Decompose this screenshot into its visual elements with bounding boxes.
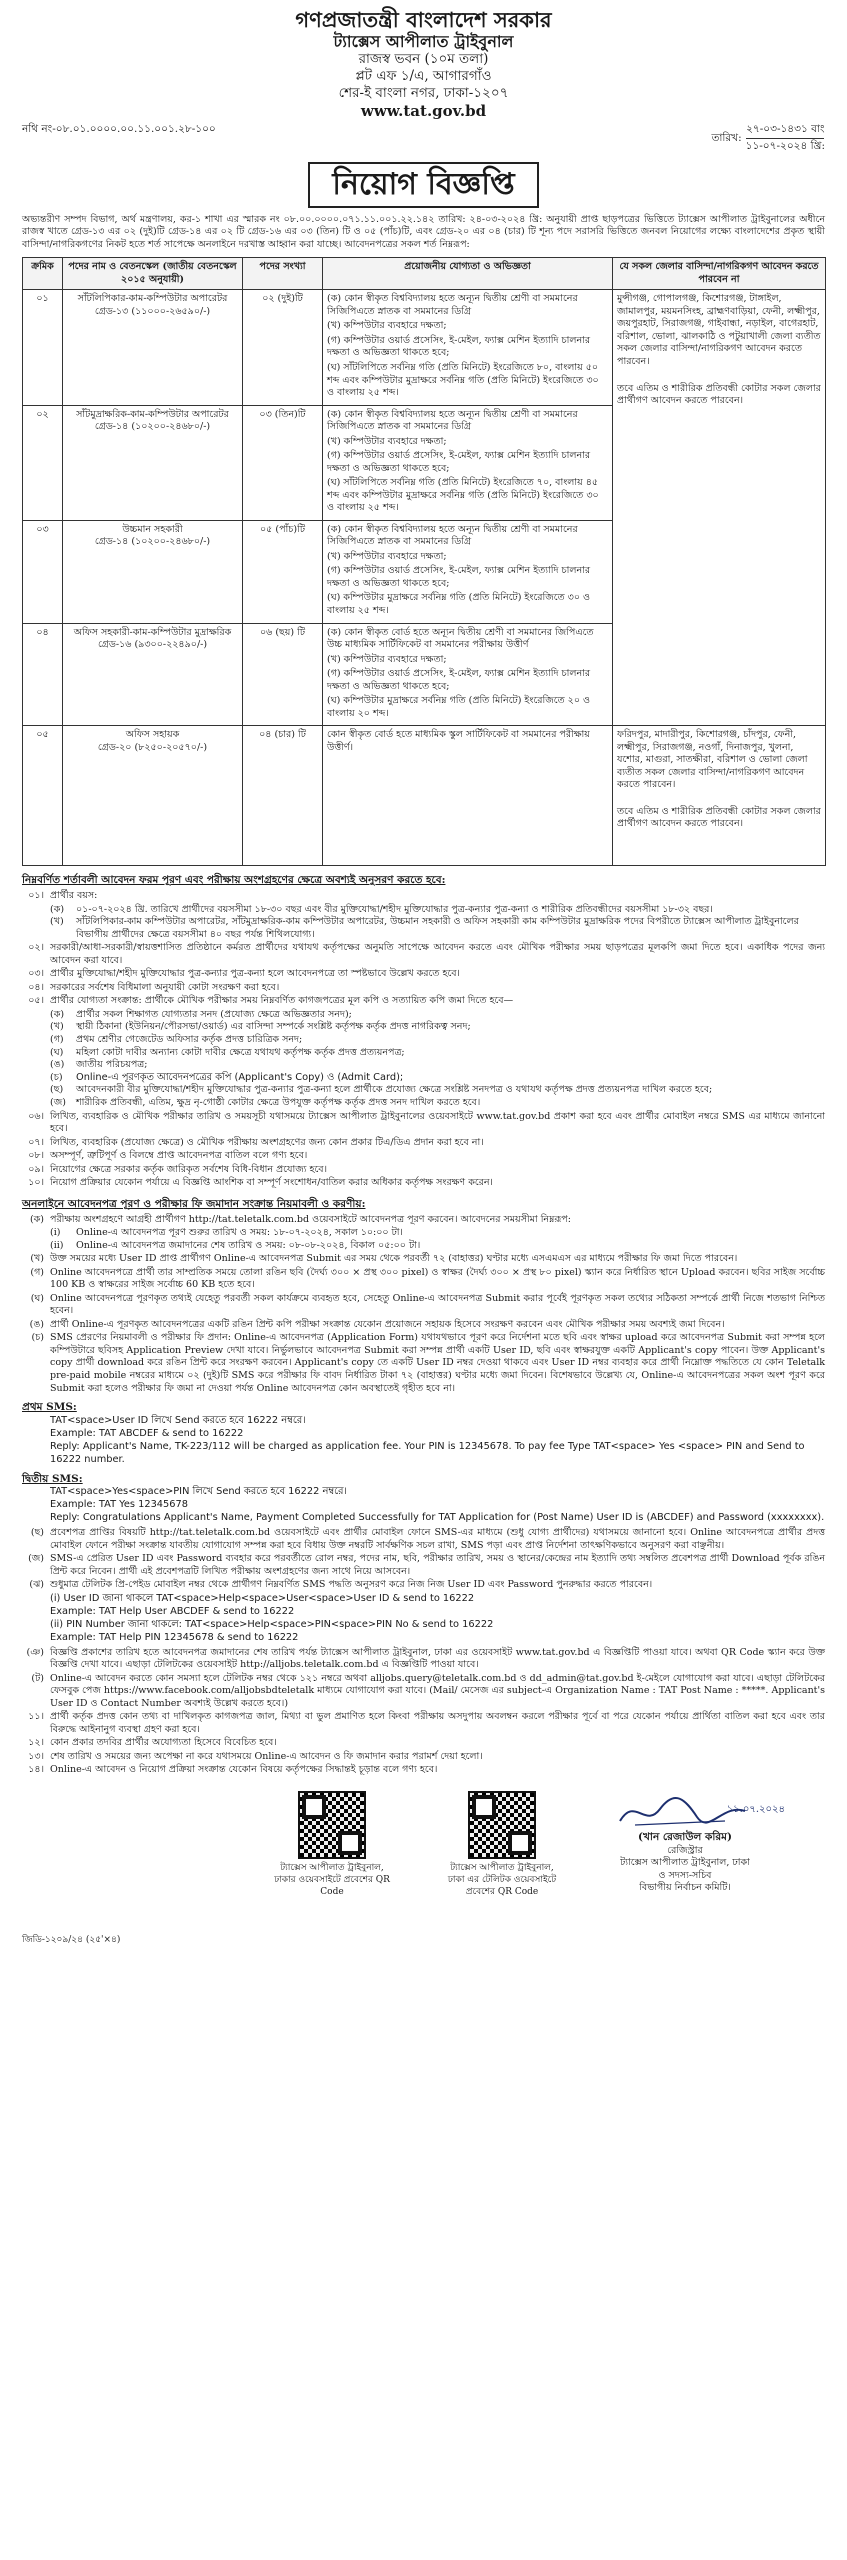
item-text: Online-এ পূরণকৃত আবেদনপত্রের কপি (Applicant's Copy) ও (Admit Card); xyxy=(76,1071,404,1083)
item-text: বিজ্ঞপ্তি প্রকাশের তারিখ হতে আবেদনপত্র জমাদানের শেষ তারিখ পর্যন্ত ট্যাক্সেস আপীলাত ট্রাইবুনাল, ঢাকা এর ওয়েবসাইট www.tat.gov.bd এ বিজ্ঞপ্তিটি পাওয়া যাবে। অথবা QR Code স্ক্যান করে উক্ত বিজ্ঞপ্তি দেখা যাবে। এছাড়া টেলিটকের ওয়েবসাইট http://alljobs.teletalk.com.bd এ বিজ্ঞপ্তিটি পাওয়া যাবে। xyxy=(50,1646,825,1671)
item-text: প্রার্থী কর্তৃক প্রদত্ত কোন তথ্য বা দাখিলকৃত কাগজপত্র জাল, মিথ্যা বা ভুল প্রমাণিত হলে কিংবা পরীক্ষায় অসদুপায় অবলম্বন করলে পরীক্ষার পূর্বে বা পরে যেকোন পর্যায়ে প্রার্থিতা বাতিল করা হবে এবং তার বিরুদ্ধে আইনানুগ ব্যবস্থা গ্রহণ করা হবে। xyxy=(50,1711,825,1735)
address-line-3: শের-ই বাংলা নগর, ঢাকা-১২০৭ xyxy=(338,85,509,102)
date-block xyxy=(711,123,825,154)
district-cell-1-4 xyxy=(613,290,826,726)
item-number: ১২। xyxy=(28,1737,44,1749)
address-line-2: প্লট এফ ১/এ, আগারগাঁও xyxy=(355,68,492,85)
date-english: ১১-০৭-২০২৪ খ্রি: xyxy=(745,140,825,153)
item-text: শেষ তারিখ ও সময়ের জন্য অপেক্ষা না করে যথাসময়ে Online-এ আবেদন ও ফি জমাদান করার পরামর্শ দেয়া হলো। xyxy=(50,1750,483,1762)
signature-icon xyxy=(585,1791,785,1831)
list-item xyxy=(22,1111,825,1136)
qr-code-icon[interactable] xyxy=(468,1791,536,1859)
list-item xyxy=(22,1764,825,1777)
item-text: স্থায়ী ঠিকানা (ইউনিয়ন/পৌরসভা/ওয়ার্ড) এর বাসিন্দা সম্পর্কে সংশ্লিষ্ট কর্তৃপক্ষ কর্তৃক প্রদত্ত নাগরিকত্ব সনদ; xyxy=(76,1021,471,1033)
letterhead xyxy=(22,0,825,121)
item-number: (ঙ) xyxy=(50,1059,65,1071)
item-text: সরকারী/আধা-সরকারী/স্বায়ত্তশাসিত প্রতিষ্ঠানে কর্মরত প্রার্থীদের যথাযথ কর্তৃপক্ষের অনুমতি সাপেক্ষে আবেদন করতে এবং মৌখিক পরীক্ষার সময় ছাড়পত্রের মূলকপি জমা দিতে হবে। একাধিক পদের জন্য আবেদন করা যাবে। xyxy=(50,942,825,966)
item-number: (চ) xyxy=(50,1071,63,1083)
item-number: (জ) xyxy=(50,1097,66,1109)
item-number: ০২। xyxy=(28,942,44,954)
district-note-top: তবে এতিম ও শারীরিক প্রতিবন্ধী কোটার সকল জেলার প্রার্থীগণ আবেদন করতে পারবেন। xyxy=(617,382,821,407)
item-text: উক্ত সময়ের মধ্যে User ID প্রাপ্ত প্রার্থীগণ Online-এ আবেদনপত্র Submit এর সময় থেকে পরবর্তী ৭২ (বাহাত্তর) ঘণ্টার মধ্যে এসএমএস এর মাধ্যমে পরীক্ষার ফি জমা দিতে পারবেন। xyxy=(50,1253,738,1265)
col-header-qualification: প্রয়োজনীয় যোগ্যতা ও অভিজ্ঞতা xyxy=(323,258,613,290)
item-text: SMS প্রেরণের নিয়মাবলী ও পরীক্ষার ফি প্রদান: Online-এ আবেদনপত্র (Application Form) যথাযথভাবে পূরণ করে নির্দেশনা মতে ছবি এবং স্বাক্ষর upload করে আবেদনপত্র Submit করা সম্পন্ন হলে কম্পিউটারে ছবিসহ Application Preview দেখা যাবে। নির্ভুলভাবে আবেদনপত্র Submit করা সম্পন্ন প্রার্থী একটি User ID, ছবি এবং স্বাক্ষরযুক্ত একটি Applicant's copy পাবেন। উক্ত Applicant's copy প্রার্থী download করে রঙিন প্রিন্ট করে সংরক্ষণ করবেন। Applicant's copy তে একটি User ID নম্বর দেওয়া থাকবে এবং User ID নম্বর ব্যবহার করে প্রার্থী নিম্নোক্ত পদ্ধতিতে যে কোন Teletalk pre-paid mobile নম্বরের মাধ্যমে ০২ (দুই)টি SMS করে পরীক্ষার ফি বাবদ নির্ধারিত টাকা ৭২ (বাহাত্তর) ঘণ্টার মধ্যে জমা দিবেন। বিশেষভাবে উল্লেখ্য যে, Online-এ আবেদনপত্রের সকল অংশ পূরণ করে Submit করা হলেও পরীক্ষার ফি জমা না দেওয়া পর্যন্ত Online আবেদনপত্র কোন অবস্থাতেই গৃহীত হবে না। xyxy=(50,1332,825,1394)
item-text: প্রার্থীর মুক্তিযোদ্ধা/শহীদ মুক্তিযোদ্ধার পুত্র-কন্যার পুত্র-কন্যা হলে আবেদনপত্রে তা স্পষ্টভাবে উল্লেখ করতে হবে। xyxy=(50,968,460,980)
list-item xyxy=(22,1253,825,1266)
signer-title: রেজিস্ট্রার xyxy=(667,1844,703,1856)
govt-name: গণপ্রজাতন্ত্রী বাংলাদেশ সরকার xyxy=(295,7,552,32)
list-subitem xyxy=(50,1009,825,1022)
sms2-example: Example: TAT Yes 12345678 xyxy=(50,1499,188,1511)
col-header-count: পদের সংখ্যা xyxy=(243,258,323,290)
reference-row xyxy=(22,123,825,154)
item-number: ০৪। xyxy=(28,981,44,993)
item-text: Online আবেদনপত্রে প্রার্থী তার সাম্প্রতিক সময়ে তোলা রঙিন ছবি (দৈর্ঘ্য ৩০০ × প্রস্থ ৩০০ pixel) ও স্বাক্ষর (দৈর্ঘ্য ৩০০ × প্রস্থ ৮০ pixel) স্ক্যান করে নির্ধারিত স্থানে Upload করবেন। ছবির সাইজ সর্বোচ্চ 100 KB ও স্বাক্ষরের সাইজ সর্বোচ্চ 60 KB হতে হবে। xyxy=(50,1266,825,1291)
conditions-heading: নিম্নবর্ণিত শর্তাবলী আবেদন ফরম পূরণ এবং পরীক্ষায় অংশগ্রহণের ক্ষেত্রে অবশ্যই অনুসরণ করতে হবে: xyxy=(22,874,446,887)
col-header-serial: ক্রমিক xyxy=(23,258,63,290)
list-item xyxy=(22,1751,825,1764)
list-item xyxy=(22,968,825,981)
website: www.tat.gov.bd xyxy=(360,101,487,120)
row-qualification xyxy=(323,520,613,623)
list-item xyxy=(22,1177,825,1190)
row-count: ০৬ (ছয়) টি xyxy=(243,623,323,726)
table-header-row xyxy=(23,258,826,290)
qualification-line: (গ) কম্পিউটার ওয়ার্ড প্রসেসিং, ই-মেইল, ফ্যাক্স মেশিন ইত্যাদি চালনার দক্ষতা ও অভিজ্ঞতা থাকতে হবে; xyxy=(327,668,591,692)
qualification-line: (গ) কম্পিউটার ওয়ার্ড প্রসেসিং, ই-মেইল, ফ্যাক্স মেশিন ইত্যাদি চালনার দক্ষতা ও অভিজ্ঞতা থাকতে হবে; xyxy=(327,334,591,359)
item-text: সাঁটলিপিকার-কাম কম্পিউটার অপারেটর, সাঁটমুদ্রাক্ষরিক-কাম কম্পিউটার অপারেটর, উচ্চমান সহকারী ও অফিস সহকারী কাম কম্পিউটার মুদ্রাক্ষরিক পদের বিপরীতে ট্যাক্সেস আপীলাত ট্রাইবুনালের বিভাগীয় প্রার্থীদের ক্ষেত্রে বয়সসীমা ৪০ বছর পর্যন্ত শিথিলযোগ্য। xyxy=(76,916,799,940)
item-text: প্রার্থীর সকল শিক্ষাগত যোগ্যতার সনদ (প্রযোজ্য ক্ষেত্রে অভিজ্ঞতার সনদ); xyxy=(76,1008,352,1020)
list-subitem xyxy=(50,1034,825,1047)
item-text: Online আবেদনপত্রে পূরণকৃত তথ্যই যেহেতু পরবর্তী সকল কার্যক্রমে ব্যবহৃত হবে, সেহেতু Online-এ আবেদনপত্র Submit করার পূর্বেই পূরণকৃত সকল তথ্যের সঠিকতা সম্পর্কে প্রার্থী নিজে শতভাগ নিশ্চিত হবেন। xyxy=(50,1292,825,1317)
item-number: (ছ) xyxy=(50,1084,64,1096)
list-item xyxy=(22,1319,825,1332)
item-number: ০৬। xyxy=(28,1110,44,1122)
list-subitem xyxy=(50,1072,825,1085)
qualification-line: (ঘ) কম্পিউটার মুদ্রাক্ষরে সর্বনিম্ন গতি (প্রতি মিনিটে) ইংরেজিতে ২০ ও বাংলায় ২০ শব্দ। xyxy=(327,695,591,719)
notice-title: নিয়োগ বিজ্ঞপ্তি xyxy=(308,162,538,208)
row-qualification xyxy=(323,623,613,726)
table-row xyxy=(23,290,826,405)
qualification-line: (ঘ) সাঁটলিপিতে সর্বনিম্ন গতি (প্রতি মিনিটে) ইংরেজিতে ৭০, বাংলায় ৪৫ শব্দ এবং কম্পিউটার মুদ্রাক্ষরে সর্বনিম্ন গতি (প্রতি মিনিটে) ইংরেজিতে ৩০ ও বাংলায় ২৫ শব্দ। xyxy=(327,477,599,514)
footer xyxy=(22,1791,825,1951)
item-number: (ক) xyxy=(50,903,65,915)
table-row xyxy=(23,726,826,866)
item-number: (ঘ) xyxy=(50,1046,64,1058)
item-number: (i) xyxy=(50,1227,61,1239)
item-text: প্রার্থীর বয়স: xyxy=(50,890,98,902)
qualification-line: কোন স্বীকৃত বোর্ড হতে মাধ্যমিক স্কুল সার্টিফিকেট বা সমমানের পরীক্ষায় উত্তীর্ণ। xyxy=(327,729,590,753)
sms2-block xyxy=(50,1486,825,1525)
list-subitem xyxy=(50,1227,825,1240)
row-serial: ০১ xyxy=(23,290,63,405)
list-subitem xyxy=(50,1097,825,1110)
list-item xyxy=(22,1737,825,1750)
row-count: ০২ (দুই)টি xyxy=(243,290,323,405)
item-text: শুধুমাত্র টেলিটক প্রি-পেইড মোবাইল নম্বর থেকে প্রার্থীগণ নিম্নবর্ণিত SMS পদ্ধতি অনুসরণ করে নিজ নিজ User ID এবং Password পুনরুদ্ধার করতে পারবেন। xyxy=(50,1579,653,1591)
qr-caption: ট্যাক্সেস আপীলাত ট্রাইবুনাল, ঢাকা এর টেলিটক ওয়েবসাইটে প্রবেশের QR Code xyxy=(447,1862,557,1897)
item-text: SMS-এ প্রেরিত User ID এবং Password ব্যবহার করে পরবর্তীতে রোল নম্বর, পদের নাম, ছবি, পরীক্ষার তারিখ, সময় ও স্থানের/কেন্দ্রের নাম ইত্যাদি তথ্য সম্বলিত প্রবেশপত্র প্রার্থী Download পূর্বক রঙিন প্রিন্ট করে নিবেন। প্রার্থী এই প্রবেশপত্রটি লিখিত পরীক্ষায় অংশগ্রহণের জন্য সাথে নিয়ে আসবেন। xyxy=(50,1553,825,1577)
item-number: ০১। xyxy=(28,890,44,902)
list-item xyxy=(22,1214,825,1227)
qr-block-teletalk xyxy=(442,1791,562,1899)
list-item xyxy=(22,1293,825,1318)
sms2-reply: Reply: Congratulations Applicant's Name, Payment Completed Successfully for TAT Application for (Post Name) User ID is (ABCDEF) and Password (xxxxxxxx). xyxy=(50,1512,825,1524)
post-name: অফিস সহায়ক xyxy=(125,729,180,741)
item-number: (ঞ) xyxy=(26,1646,44,1658)
item-text: ০১-০৭-২০২৪ খ্রি. তারিখে প্রার্থীদের বয়সসীমা ১৮-৩০ বছর এবং বীর মুক্তিযোদ্ধা/শহীদ মুক্তিযোদ্ধার পুত্র-কন্যার পুত্র-কন্যা ও শারীরিক প্রতিবন্ধীদের বয়সসীমা ১৮-৩২ বছর। xyxy=(76,903,713,915)
item-text: জাতীয় পরিচয়পত্র; xyxy=(76,1059,148,1071)
qr-code-icon[interactable] xyxy=(298,1791,366,1859)
list-item xyxy=(22,1137,825,1150)
post-grade: গ্রেড-১৬ (৯৩০০-২২৪৯০/-) xyxy=(97,639,208,651)
recovery-pin: (ii) PIN Number জানা থাকলে: TAT<space>Help<space>PIN<space>PIN No & send to 16222 xyxy=(50,1618,494,1630)
col-header-post: পদের নাম ও বেতনস্কেল (জাতীয় বেতনস্কেল ২০১৫ অনুযায়ী) xyxy=(63,258,243,290)
list-item xyxy=(22,1527,825,1552)
list-item xyxy=(22,890,825,903)
item-text: Online-এ আবেদন করতে কোন সমস্যা হলে টেলিটক নম্বর থেকে ১২১ নম্বরে অথবা alljobs.query@teletalk.com.bd ও dd_admin@tat.gov.bd ই-মেইলে যোগাযোগ করা যাবে। এছাড়া টেলিটকের ফেসবুক পেজ https://www.facebook.com/alljobsbdteletalk মাধ্যমে যোগাযোগ করা যাবে। (Mail/ মেসেজ এর subject-এ Organization Name : TAT Post Name : *****. Applicant's User ID ও Contact Number অবশ্যই উল্লেখ করতে হবে।) xyxy=(50,1672,825,1709)
item-text: আবেদনকারী বীর মুক্তিযোদ্ধা/শহীদ মুক্তিযোদ্ধার পুত্র-কন্যার পুত্র-কন্যা হলে প্রার্থীকে প্রযোজ্য ক্ষেত্রে সংশ্লিষ্ট সনদপত্র ও যথাযথ কর্তৃপক্ষ প্রদত্ত প্রত্যয়নপত্র দাখিল করতে হবে; xyxy=(76,1084,713,1096)
list-item xyxy=(22,1579,825,1592)
row-count: ০৫ (পাঁচ)টি xyxy=(243,520,323,623)
list-item xyxy=(22,982,825,995)
item-text: প্রবেশপত্র প্রাপ্তির বিষয়টি http://tat.teletalk.com.bd ওয়েবসাইটে এবং প্রার্থীর মোবাইল ফোনে SMS-এর মাধ্যমে (শুধু যোগ্য প্রার্থীদের) যথাসময়ে জানানো হবে। Online আবেদনপত্রে প্রার্থীর প্রদত্ত মোবাইল ফোনে পরীক্ষা সংক্রান্ত যাবতীয় যোগাযোগ সম্পন্ন করা হবে বিধায় উক্ত নম্বরটি সার্বক্ষণিক সচল রাখা, SMS পড়া এবং প্রাপ্ত নির্দেশনা তাৎক্ষণিকভাবে অনুসরণ করা বাঞ্ছনীয়। xyxy=(50,1527,825,1551)
item-number: (ক) xyxy=(29,1213,44,1225)
list-item xyxy=(22,1150,825,1163)
item-number: (খ) xyxy=(50,916,64,928)
qualification-line: (খ) কম্পিউটার ব্যবহারে দক্ষতা; xyxy=(327,653,447,665)
address-line-1: রাজস্ব ভবন (১০ম তলা) xyxy=(358,51,489,68)
item-number: ১১। xyxy=(28,1711,44,1723)
item-number: (জ) xyxy=(28,1553,44,1565)
qualification-line: (ক) কোন স্বীকৃত বোর্ড হতে অন্যূন দ্বিতীয় শ্রেণী বা সমমানের জিপিএতে উচ্চ মাধ্যমিক সার্টিফিকেট বা সমমানের পরীক্ষায় উত্তীর্ণ xyxy=(327,626,594,651)
item-number: (ঝ) xyxy=(29,1579,44,1591)
item-number: (ঘ) xyxy=(30,1292,44,1304)
row-serial: ০৪ xyxy=(23,623,63,726)
qualification-line: (ঘ) সাঁটলিপিতে সর্বনিম্ন গতি (প্রতি মিনিটে) ইংরেজিতে ৮০, বাংলায় ৫০ শব্দ এবং কম্পিউটার মুদ্রাক্ষরে সর্বনিম্ন গতি (প্রতি মিনিটে) ইংরেজিতে ৩০ ও বাংলায় ২৫ শব্দ। xyxy=(327,361,599,399)
recovery-user-id: (i) User ID জানা থাকলে TAT<space>Help<space>User<space>User ID & send to 16222 xyxy=(50,1592,475,1604)
district-cell-5 xyxy=(613,726,826,866)
qualification-line: (গ) কম্পিউটার ওয়ার্ড প্রসেসিং, ই-মেইল, ফ্যাক্স মেশিন ইত্যাদি চালনার দক্ষতা ও অভিজ্ঞতা থাকতে হবে; xyxy=(327,565,591,589)
memo-number: নথি নং-০৮.০১.০০০০.০০.১১.০০১.২৮-১০০ xyxy=(22,123,216,136)
signer-org: ট্যাক্সেস আপীলাত ট্রাইবুনাল, ঢাকা xyxy=(620,1857,750,1869)
row-post xyxy=(63,726,243,866)
qualification-line: (ক) কোন স্বীকৃত বিশ্ববিদ্যালয় হতে অন্যূন দ্বিতীয় শ্রেণী বা সমমানের সিজিপিএতে স্নাতক বা সমমানের ডিগ্রি xyxy=(327,408,578,433)
list-item xyxy=(22,1711,825,1736)
item-number: (ক) xyxy=(50,1008,65,1020)
signature-date: ১১.০৭.২০২৪ xyxy=(726,1803,785,1815)
item-number: (খ) xyxy=(50,1021,64,1033)
list-item xyxy=(22,942,825,967)
signer-name: (খান রেজাউল করিম) xyxy=(638,1830,732,1843)
list-item xyxy=(22,1267,825,1292)
item-text: লিখিত, ব্যবহারিক (প্রযোজ্য ক্ষেত্রে) ও মৌখিক পরীক্ষায় অংশগ্রহণের জন্য কোন প্রকার টিএ/ডিএ প্রদান করা হবে না। xyxy=(50,1136,484,1148)
recovery-block xyxy=(50,1593,825,1645)
signature-block xyxy=(585,1791,785,1895)
sms1-example: Example: TAT ABCDEF & send to 16222 xyxy=(50,1427,244,1439)
row-qualification xyxy=(323,726,613,866)
item-number: ০৭। xyxy=(28,1136,44,1148)
item-text: নিয়োগ প্রক্রিয়ার যেকোন পর্যায়ে এ বিজ্ঞপ্তি আংশিক বা সম্পূর্ণ সংশোধন/বাতিল করার অধিকার কর্তৃপক্ষ সংরক্ষণ করেন। xyxy=(50,1177,493,1189)
sms2-heading: দ্বিতীয় SMS: xyxy=(22,1472,83,1485)
district-note-bottom: তবে এতিম ও শারীরিক প্রতিবন্ধী কোটার সকল জেলার প্রার্থীগণ আবেদন করতে পারবেন। xyxy=(617,805,821,830)
row-count: ০৪ (চার) টি xyxy=(243,726,323,866)
list-subitem xyxy=(50,1047,825,1060)
row-serial: ০৩ xyxy=(23,520,63,623)
row-serial: ০২ xyxy=(23,405,63,520)
qualification-line: (খ) কম্পিউটার ব্যবহারে দক্ষতা; xyxy=(327,320,447,332)
item-text: সরকারের সর্বশেষ বিধিমালা অনুযায়ী কোটা সংরক্ষণ করা হবে। xyxy=(50,981,280,993)
item-number: ১০। xyxy=(28,1177,44,1189)
item-text: Online-এ আবেদন ও নিয়োগ প্রক্রিয়া সংক্রান্ত যেকোন বিষয়ে কর্তৃপক্ষের সিদ্ধান্তই চূড়ান্ত বলে গণ্য হবে। xyxy=(50,1764,438,1776)
list-subitem xyxy=(50,1240,825,1253)
row-serial: ০৫ xyxy=(23,726,63,866)
post-grade: গ্রেড-১৪ (১০২০০-২৪৬৮০/-) xyxy=(94,536,211,548)
item-text: মহিলা কোটা দাবীর অন্যান্য কোটা দাবীর ক্ষেত্রে যথাযথ কর্তৃপক্ষ কর্তৃক প্রদত্ত প্রত্যয়নপত্র; xyxy=(76,1046,405,1058)
list-item xyxy=(22,1647,825,1672)
post-sms-list xyxy=(22,1527,825,1592)
item-number: ০৮। xyxy=(28,1150,44,1162)
final-list xyxy=(22,1647,825,1777)
item-text: কোন প্রকার তদবির প্রার্থীর অযোগ্যতা হিসেবে বিবেচিত হবে। xyxy=(50,1737,277,1749)
post-name: উচ্চমান সহকারী xyxy=(122,523,183,535)
recovery-user-id-example: Example: TAT Help User ABCDEF & send to 16222 xyxy=(50,1605,295,1617)
list-item xyxy=(22,1553,825,1578)
qualification-line: (গ) কম্পিউটার ওয়ার্ড প্রসেসিং, ই-মেইল, ফ্যাক্স মেশিন ইত্যাদি চালনার দক্ষতা ও অভিজ্ঞতা থাকতে হবে; xyxy=(327,450,591,474)
item-text: প্রার্থী Online-এ পূরণকৃত আবেদনপত্রের একটি রঙিন প্রিন্ট কপি পরীক্ষা সংক্রান্ত যেকোন প্রয়োজনে সহায়ক হিসেবে সংরক্ষণ করবেন এবং মৌখিক পরীক্ষার সময় অবশ্যই জমা দিবেন। xyxy=(50,1318,725,1330)
list-item xyxy=(22,995,825,1008)
item-number: ০৯। xyxy=(28,1163,44,1175)
recovery-pin-example: Example: TAT Help PIN 12345678 & send to 16222 xyxy=(50,1631,299,1643)
item-number: (চ) xyxy=(31,1332,44,1344)
qualification-line: (ক) কোন স্বীকৃত বিশ্ববিদ্যালয় হতে অন্যূন দ্বিতীয় শ্রেণী বা সমমানের সিজিপিএতে স্নাতক বা সমমানের ডিগ্রি xyxy=(327,293,578,317)
signer-role: ও সদস্য-সচিব xyxy=(658,1869,712,1881)
post-name: সাঁটলিপিকার-কাম-কম্পিউটার অপারেটর xyxy=(77,293,228,305)
intro-paragraph: অভ্যন্তরীণ সম্পদ বিভাগ, অর্থ মন্ত্রণালয়, কর-১ শাখা এর স্মারক নং ০৮.০০.০০০০.০৭১.১১.০০১.২২.১৪২ তারিখ: ২৪-০৩-২০২৪ খ্রি: অনুযায়ী প্রাপ্ত ছাড়পত্রের ভিত্তিতে ট্যাক্সেস আপীলাত ট্রাইবুনালের অধীনে রাজস্ব খাতে গ্রেড-১৩ এর ০২ (দুই)টি গ্রেড-১৪ এর ০২ টি গ্রেড-১৬ এর ০৩ (তিন) টি ও ০৫ (পাঁচ)টি, এবং গ্রেড-২০ এর ০৪ (চার) টি শূন্য পদে সরাসরি ভিত্তিতে জনবল নিয়োগের লক্ষ্যে বাংলাদেশের প্রকৃত স্থায়ী বাসিন্দা/নাগরিকগণের নিকট হতে শর্ত সাপেক্ষে অনলাইনে দরখাস্ত আহ্বান করা যাচ্ছে। আবেদনপত্রের সকল শর্ত নিম্নরূপ: xyxy=(22,213,825,250)
item-text: শারীরিক প্রতিবন্ধী, এতিম, ক্ষুদ্র নৃ-গোষ্ঠী কোটার ক্ষেত্রে উপযুক্ত কর্তৃপক্ষ কর্তৃক প্রদত্ত সনদ দাখিল করতে হবে। xyxy=(76,1097,481,1109)
item-text: প্রার্থীর যোগ্যতা সংক্রান্ত: প্রার্থীকে মৌখিক পরীক্ষার সময় নিম্নবর্ণিত কাগজপত্রের মূল কপি ও সত্যায়িত কপি জমা দিতে হবে— xyxy=(50,995,514,1007)
item-number: (ঙ) xyxy=(29,1318,44,1330)
item-text: প্রথম শ্রেণীর গেজেটেড অফিসার কর্তৃক প্রদত্ত চারিত্রিক সনদ; xyxy=(76,1033,303,1045)
online-heading: অনলাইনে আবেদনপত্র পূরণ ও পরীক্ষার ফি জমাদান সংক্রান্ত নিয়মাবলী ও করণীয়: xyxy=(22,1197,366,1210)
row-post xyxy=(63,623,243,726)
item-text: লিখিত, ব্যবহারিক ও মৌখিক পরীক্ষার তারিখ ও সময়সূচী যথাসময়ে ট্যাক্সেস আপীলাত ট্রাইবুনালের ওয়েবসাইটে www.tat.gov.bd প্রকাশ করা হবে এবং প্রার্থীর মোবাইল নম্বরে SMS এর মাধ্যমে জানানো হবে। xyxy=(50,1110,825,1135)
conditions-list xyxy=(22,890,825,1190)
list-subitem xyxy=(50,1084,825,1097)
post-grade: গ্রেড-১৩ (১১০০০-২৬৫৯০/-) xyxy=(94,305,211,317)
list-subitem xyxy=(50,1021,825,1034)
post-name: অফিস সহকারী-কাম-কম্পিউটার মুদ্রাক্ষরিক xyxy=(73,626,232,638)
list-item xyxy=(22,1332,825,1395)
item-text: নিয়োগের ক্ষেত্রে সরকার কর্তৃক জারিকৃত সর্বশেষ বিধি-বিধান প্রযোজ্য হবে। xyxy=(50,1163,327,1175)
list-item xyxy=(22,1673,825,1711)
signer-committee: বিভাগীয় নির্বাচন কমিটি। xyxy=(639,1882,731,1894)
row-qualification xyxy=(323,290,613,405)
district-list-top: মুন্সীগঞ্জ, গোপালগঞ্জ, কিশোরগঞ্জ, টাঙ্গাইল, জামালপুর, ময়মনসিংহ, ব্রাহ্মণবাড়িয়া, ফেনী, লক্ষ্মীপুর, জয়পুরহাট, সিরাজগঞ্জ, গাইবান্ধা, নড়াইল, বাগেরহাট, বরিশাল, ভোলা, ঝালকাঠি ও পটুয়াখালী জেলা ব্যতীত সকল জেলার বাসিন্দা/নাগরিকগণ আবেদন করতে পারবেন। xyxy=(617,293,821,367)
item-number: ১৩। xyxy=(28,1750,44,1762)
qualification-line: (ক) কোন স্বীকৃত বিশ্ববিদ্যালয় হতে অন্যূন দ্বিতীয় শ্রেণী বা সমমানের সিজিপিএতে স্নাতক বা সমমানের ডিগ্রি xyxy=(327,523,578,548)
item-number: ০৫। xyxy=(28,995,44,1007)
row-post xyxy=(63,405,243,520)
item-number: (ছ) xyxy=(30,1527,44,1539)
qualification-line: (ঘ) কম্পিউটার মুদ্রাক্ষরে সর্বনিম্ন গতি (প্রতি মিনিটে) ইংরেজিতে ৩০ ও বাংলায় ২৫ শব্দ। xyxy=(327,592,591,617)
gd-footnote: জিডি-১২০৯/২৪ (২৫'×৪) xyxy=(22,1934,121,1945)
sms1-instruction: TAT<space>User ID লিখে Send করতে হবে 16222 নম্বরে। xyxy=(50,1414,306,1426)
sms1-heading: প্রথম SMS: xyxy=(22,1401,77,1414)
org-name: ট্যাক্সেস আপীলাত ট্রাইবুনাল xyxy=(333,32,514,52)
posts-table xyxy=(22,257,826,866)
list-item xyxy=(22,1164,825,1177)
item-number: (খ) xyxy=(30,1253,44,1265)
item-text: পরীক্ষায় অংশগ্রহণে আগ্রহী প্রার্থীগণ http://tat.teletalk.com.bd ওয়েবসাইটে আবেদনপত্র পূরণ করবেন। আবেদনের সময়সীমা নিম্নরূপ: xyxy=(50,1213,571,1225)
qualification-line: (খ) কম্পিউটার ব্যবহারে দক্ষতা; xyxy=(327,550,447,562)
item-text: Online-এ আবেদনপত্র জমাদানের শেষ তারিখ ও সময়: ০৮-০৮-২০২৪, বিকাল ০৫:০০ টা। xyxy=(76,1239,421,1251)
item-number: (গ) xyxy=(30,1266,44,1278)
list-subitem xyxy=(50,916,825,941)
item-number: ০৩। xyxy=(28,968,44,980)
col-header-district: যে সকল জেলার বাসিন্দা/নাগরিকগণ আবেদন করতে পারবেন না xyxy=(613,258,826,290)
row-count: ০৩ (তিন)টি xyxy=(243,405,323,520)
item-number: (গ) xyxy=(50,1033,64,1045)
qr-block-website xyxy=(272,1791,392,1899)
list-subitem xyxy=(50,1059,825,1072)
item-number: (ট) xyxy=(31,1672,44,1684)
date-label: তারিখ: xyxy=(711,131,742,144)
qr-caption: ট্যাক্সেস আপীলাত ট্রাইবুনাল, ঢাকার ওয়েবসাইটে প্রবেশের QR Code xyxy=(274,1862,390,1897)
online-list xyxy=(22,1214,825,1395)
item-number: (ii) xyxy=(50,1239,64,1251)
row-qualification xyxy=(323,405,613,520)
sms2-instruction: TAT<space>Yes<space>PIN লিখে Send করতে হবে 16222 নম্বরে। xyxy=(50,1486,347,1498)
row-post xyxy=(63,290,243,405)
date-bangla: ২৭-০৩-১৪৩১ বাং xyxy=(746,123,825,136)
item-number: ১৪। xyxy=(28,1764,44,1776)
district-list-bottom: ফরিদপুর, মাদারীপুর, কিশোরগঞ্জ, চাঁদপুর, ফেনী, লক্ষ্মীপুর, সিরাজগঞ্জ, নওগাঁ, দিনাজপুর, খুলনা, যশোর, মাগুরা, সাতক্ষীরা, বরিশাল ও ভোলা জেলা ব্যতীত সকল জেলার বাসিন্দা/নাগরিকগণ আবেদন করতে পারবেন। xyxy=(617,729,808,791)
item-text: Online-এ আবেদনপত্র পূরণ শুরুর তারিখ ও সময়: ১৮-০৭-২০২৪, সকাল ১০:০০ টা। xyxy=(76,1227,403,1239)
qualification-line: (খ) কম্পিউটার ব্যবহারে দক্ষতা; xyxy=(327,435,447,447)
list-subitem xyxy=(50,904,825,917)
post-grade: গ্রেড-১৪ (১০২০০-২৪৬৮০/-) xyxy=(94,421,211,433)
item-text: অসম্পূর্ণ, ত্রুটিপূর্ণ ও বিলম্বে প্রাপ্ত আবেদনপত্র বাতিল বলে গণ্য হবে। xyxy=(50,1150,308,1162)
row-post xyxy=(63,520,243,623)
sms1-reply: Reply: Applicant's Name, TK-223/112 will be charged as application fee. Your PIN is 12345678. To pay fee Type TAT<space> Yes <space> PIN and Send to 16222 number. xyxy=(50,1440,805,1465)
sms1-block xyxy=(50,1415,825,1467)
post-grade: গ্রেড-২০ (৮২৫০-২০৫৭০/-) xyxy=(97,741,208,753)
post-name: সাঁটমুদ্রাক্ষরিক-কাম-কম্পিউটার অপারেটর xyxy=(76,408,229,420)
